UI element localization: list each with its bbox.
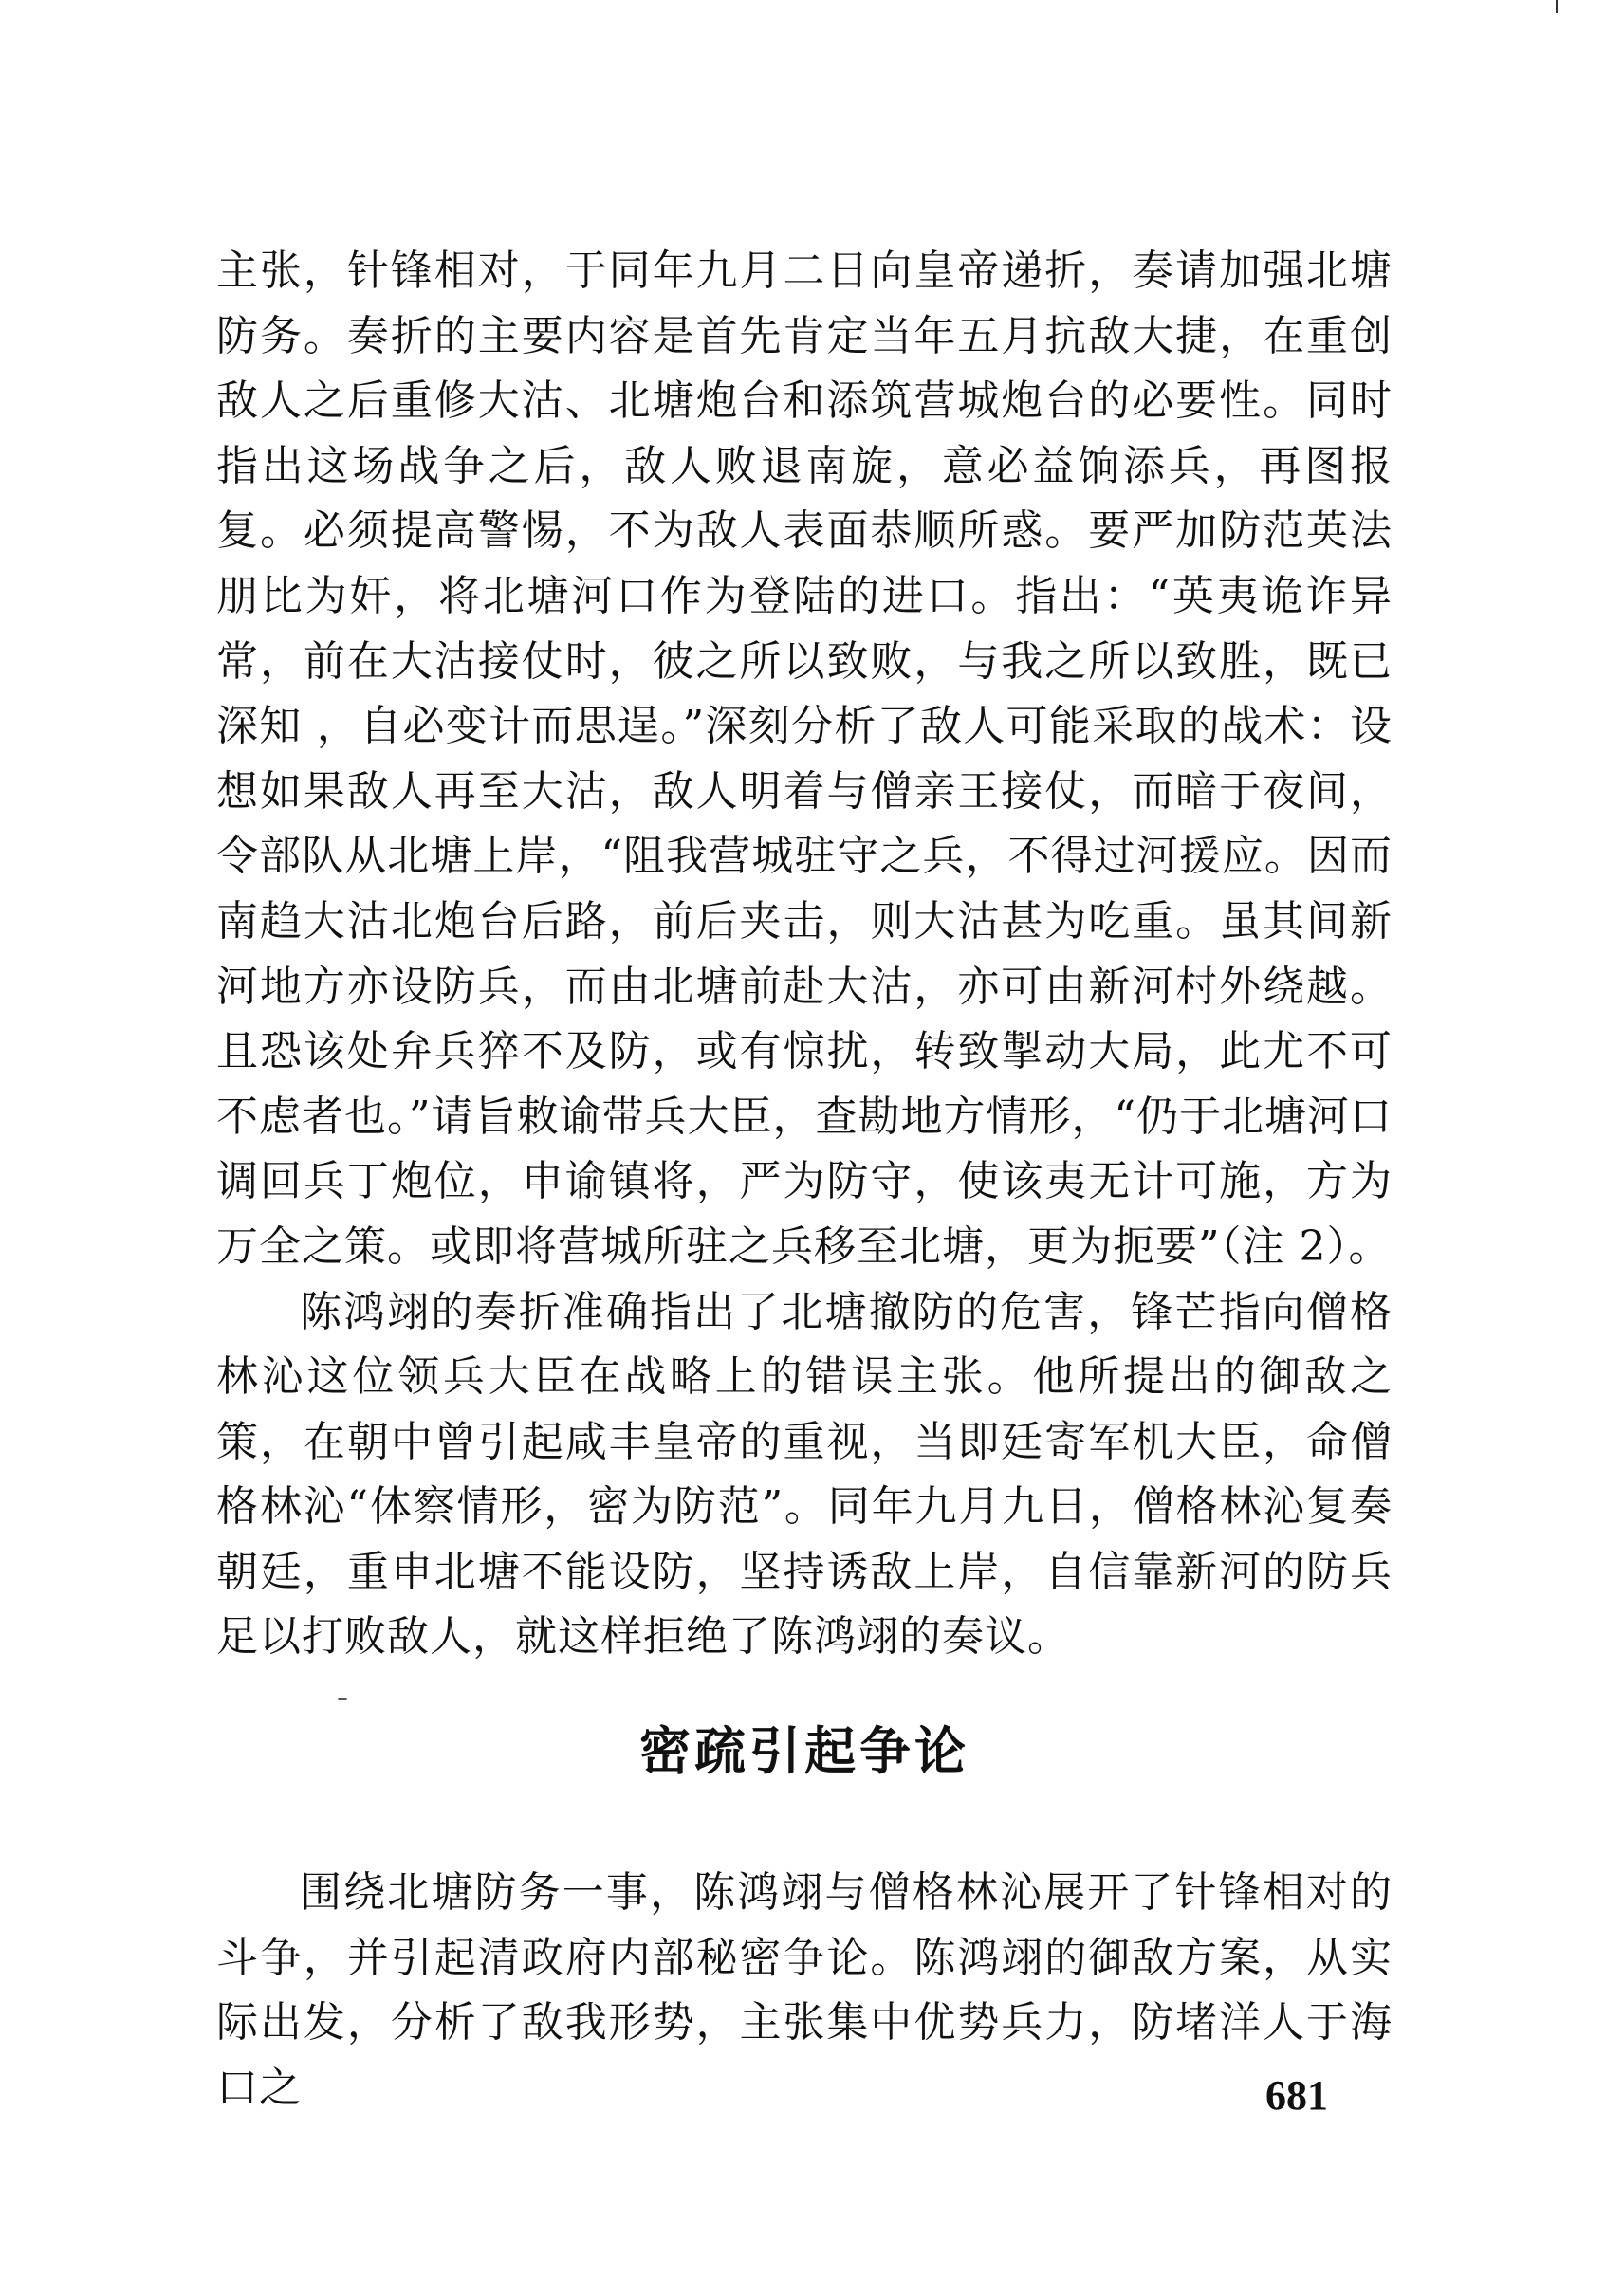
section-title: 密疏引起争论 [639,1721,969,1781]
body-text [216,239,1393,1670]
page-number: 681 [1265,2072,1328,2119]
paragraph: 围绕北塘防务一事，陈鸿翊与僧格林沁展开了针锋相对的斗争，并引起清政府内部秘密争论。陈鸿翊的御敌方案，从实际出发，分析了敌我形势，主张集中优势兵力，防堵洋人于海口之 [216,1868,1393,2112]
paragraph: 陈鸿翊的奏折准确指出了北塘撤防的危害，锋芒指向僧格林沁这位领兵大臣在战略上的错误主张。他所提出的御敌之策，在朝中曾引起咸丰皇帝的重视，当即廷寄军机大臣，命僧格林沁“体察情形，密为防范”。同年九月九日，僧格林沁复奏朝廷，重申北塘不能设防，坚持诱敌上岸，自信靠新河的防兵足以打败敌人，就这样拒绝了陈鸿翊的奏议。 [216,1287,1393,1662]
corner-mark [1556,0,1558,13]
print-speck [338,1698,347,1700]
paragraph-continuation: 主张，针锋相对，于同年九月二日向皇帝递折，奏请加强北塘防务。奏折的主要内容是首先肯定当年五月抗敌大捷，在重创敌人之后重修大沽、北塘炮台和添筑营城炮台的必要性。同时指出这场战争之后，敌人败退南旋，意必益饷添兵，再图报复。必须提高警惕，不为敌人表面恭顺所惑。要严加防范英法朋比为奸，将北塘河口作为登陆的进口。指出：“英夷诡诈异常，前在大沽接仗时，彼之所以致败，与我之所以致胜，既已深知 ，自必变计而思逞。”深刻分析了敌人可能采取的战术：设想如果敌人再至大沽，敌人明着与僧亲王接仗，而暗于夜间，令部队从北塘上岸，“阻我营城驻守之兵，不得过河援应。因而南趋大沽北炮台后路，前后夹击，则大沽甚为吃重。虽其间新河地方亦设防兵，而由北塘前赴大沽，亦可由新河村外绕越。且恐该处弁兵猝不及防，或有惊扰，转致掣动大局，此尤不可不虑者也。”请旨敕谕带兵大臣，查勘地方情形，“仍于北塘河口调回兵丁炮位，申谕镇将，严为防守，使该夷无计可施，方为万全之策。或即将营城所驻之兵移至北塘，更为扼要”（注 2）。 [216,247,1393,1271]
section-body-text [216,1861,1393,2121]
